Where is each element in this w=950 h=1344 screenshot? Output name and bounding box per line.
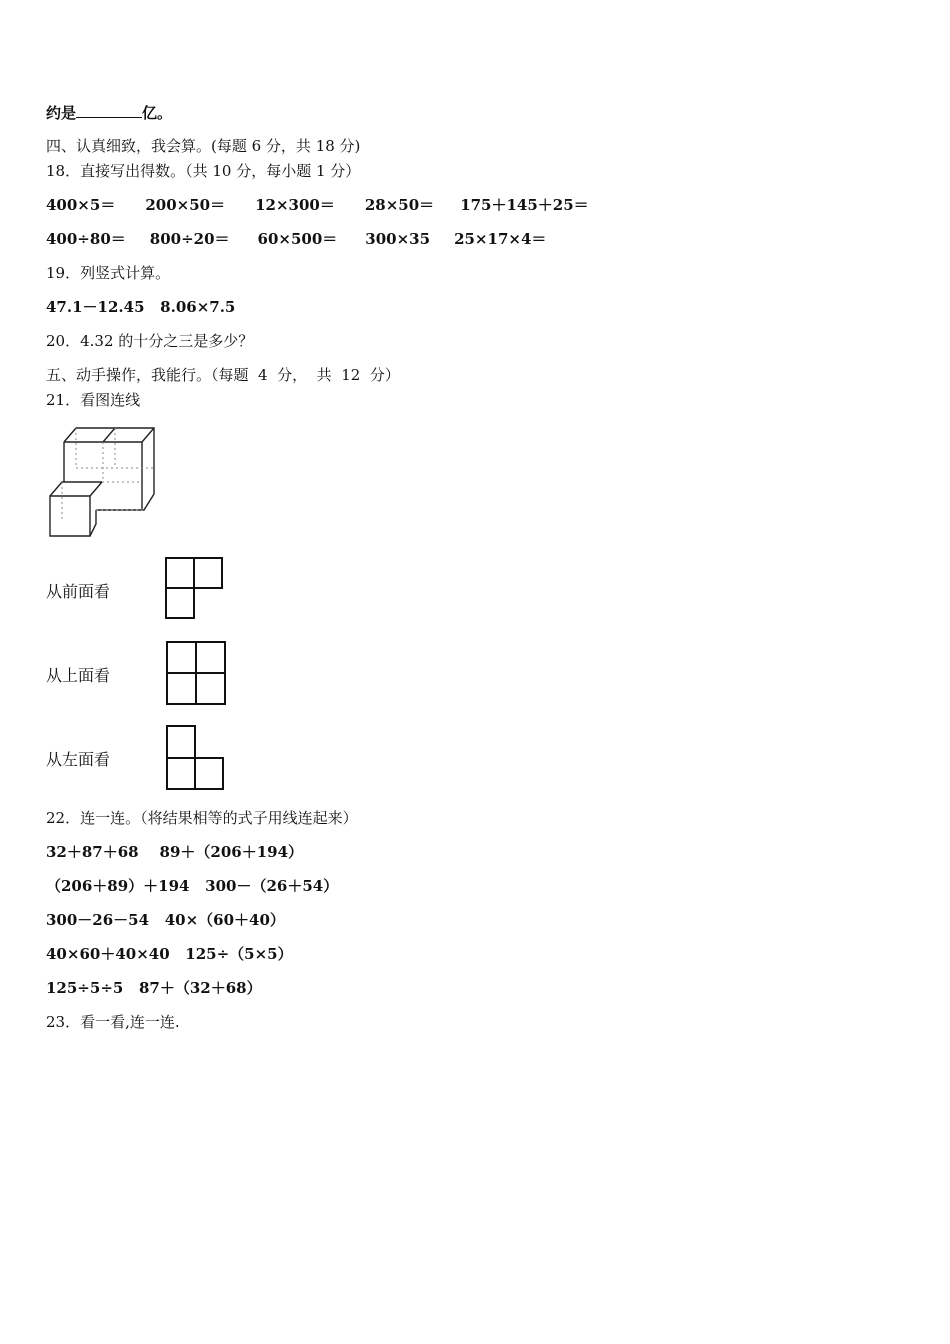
expr: 400÷80＝: [46, 230, 126, 248]
q23-title: 23．看一看,连一连.: [46, 1013, 180, 1031]
view-label-front: 从前面看: [46, 582, 111, 601]
expr: 28×50＝: [364, 196, 435, 214]
expr: 175＋145＋25＝: [460, 196, 589, 214]
left-view-grid: [163, 723, 227, 793]
expr: 60×500＝: [257, 230, 338, 248]
expr: 400×5＝: [46, 196, 116, 214]
section-4-heading: 四、认真细致，我会算。(每题 6 分，共 18 分): [46, 137, 361, 155]
q21-title: 21．看图连线: [46, 391, 141, 409]
q22-row: 40×60＋40×40 125÷（5×5）: [46, 945, 293, 963]
q22-row: 125÷5÷5 87＋（32＋68）: [46, 979, 262, 997]
view-label-top: 从上面看: [46, 666, 111, 685]
expr: 300×35: [365, 230, 431, 248]
q18-title: 18．直接写出得数。（共 10 分，每小题 1 分）: [46, 162, 361, 180]
q17-tail: 约是 亿。: [46, 104, 173, 122]
q22-row: 300－26－54 40×（60＋40）: [46, 911, 285, 929]
cube-stack-figure: [46, 424, 158, 538]
expr: 800÷20＝: [149, 230, 230, 248]
front-view-grid: [162, 555, 226, 623]
top-view-grid: [163, 638, 229, 708]
q18-row-2: [46, 229, 546, 249]
expr: 200×50＝: [145, 196, 226, 214]
q18-row-1: [46, 195, 589, 215]
expr: 12×300＝: [255, 196, 335, 214]
q22-title: 22．连一连。（将结果相等的式子用线连起来）: [46, 809, 358, 827]
answer-blank[interactable]: [76, 103, 142, 118]
view-label-left: 从左面看: [46, 750, 111, 769]
q22-row: 32＋87＋68 89＋（206＋194）: [46, 843, 304, 861]
expr: 25×17×4＝: [454, 230, 547, 248]
q19-expressions: 47.1－12.45 8.06×7.5: [46, 298, 236, 316]
q22-row: （206＋89）＋194 300－（26＋54）: [46, 877, 339, 895]
q20-title: 20．4.32 的十分之三是多少？: [46, 332, 254, 350]
q19-title: 19．列竖式计算。: [46, 264, 171, 282]
section-5-heading: 五、动手操作，我能行。（每题 4 分， 共 12 分）: [46, 366, 400, 384]
